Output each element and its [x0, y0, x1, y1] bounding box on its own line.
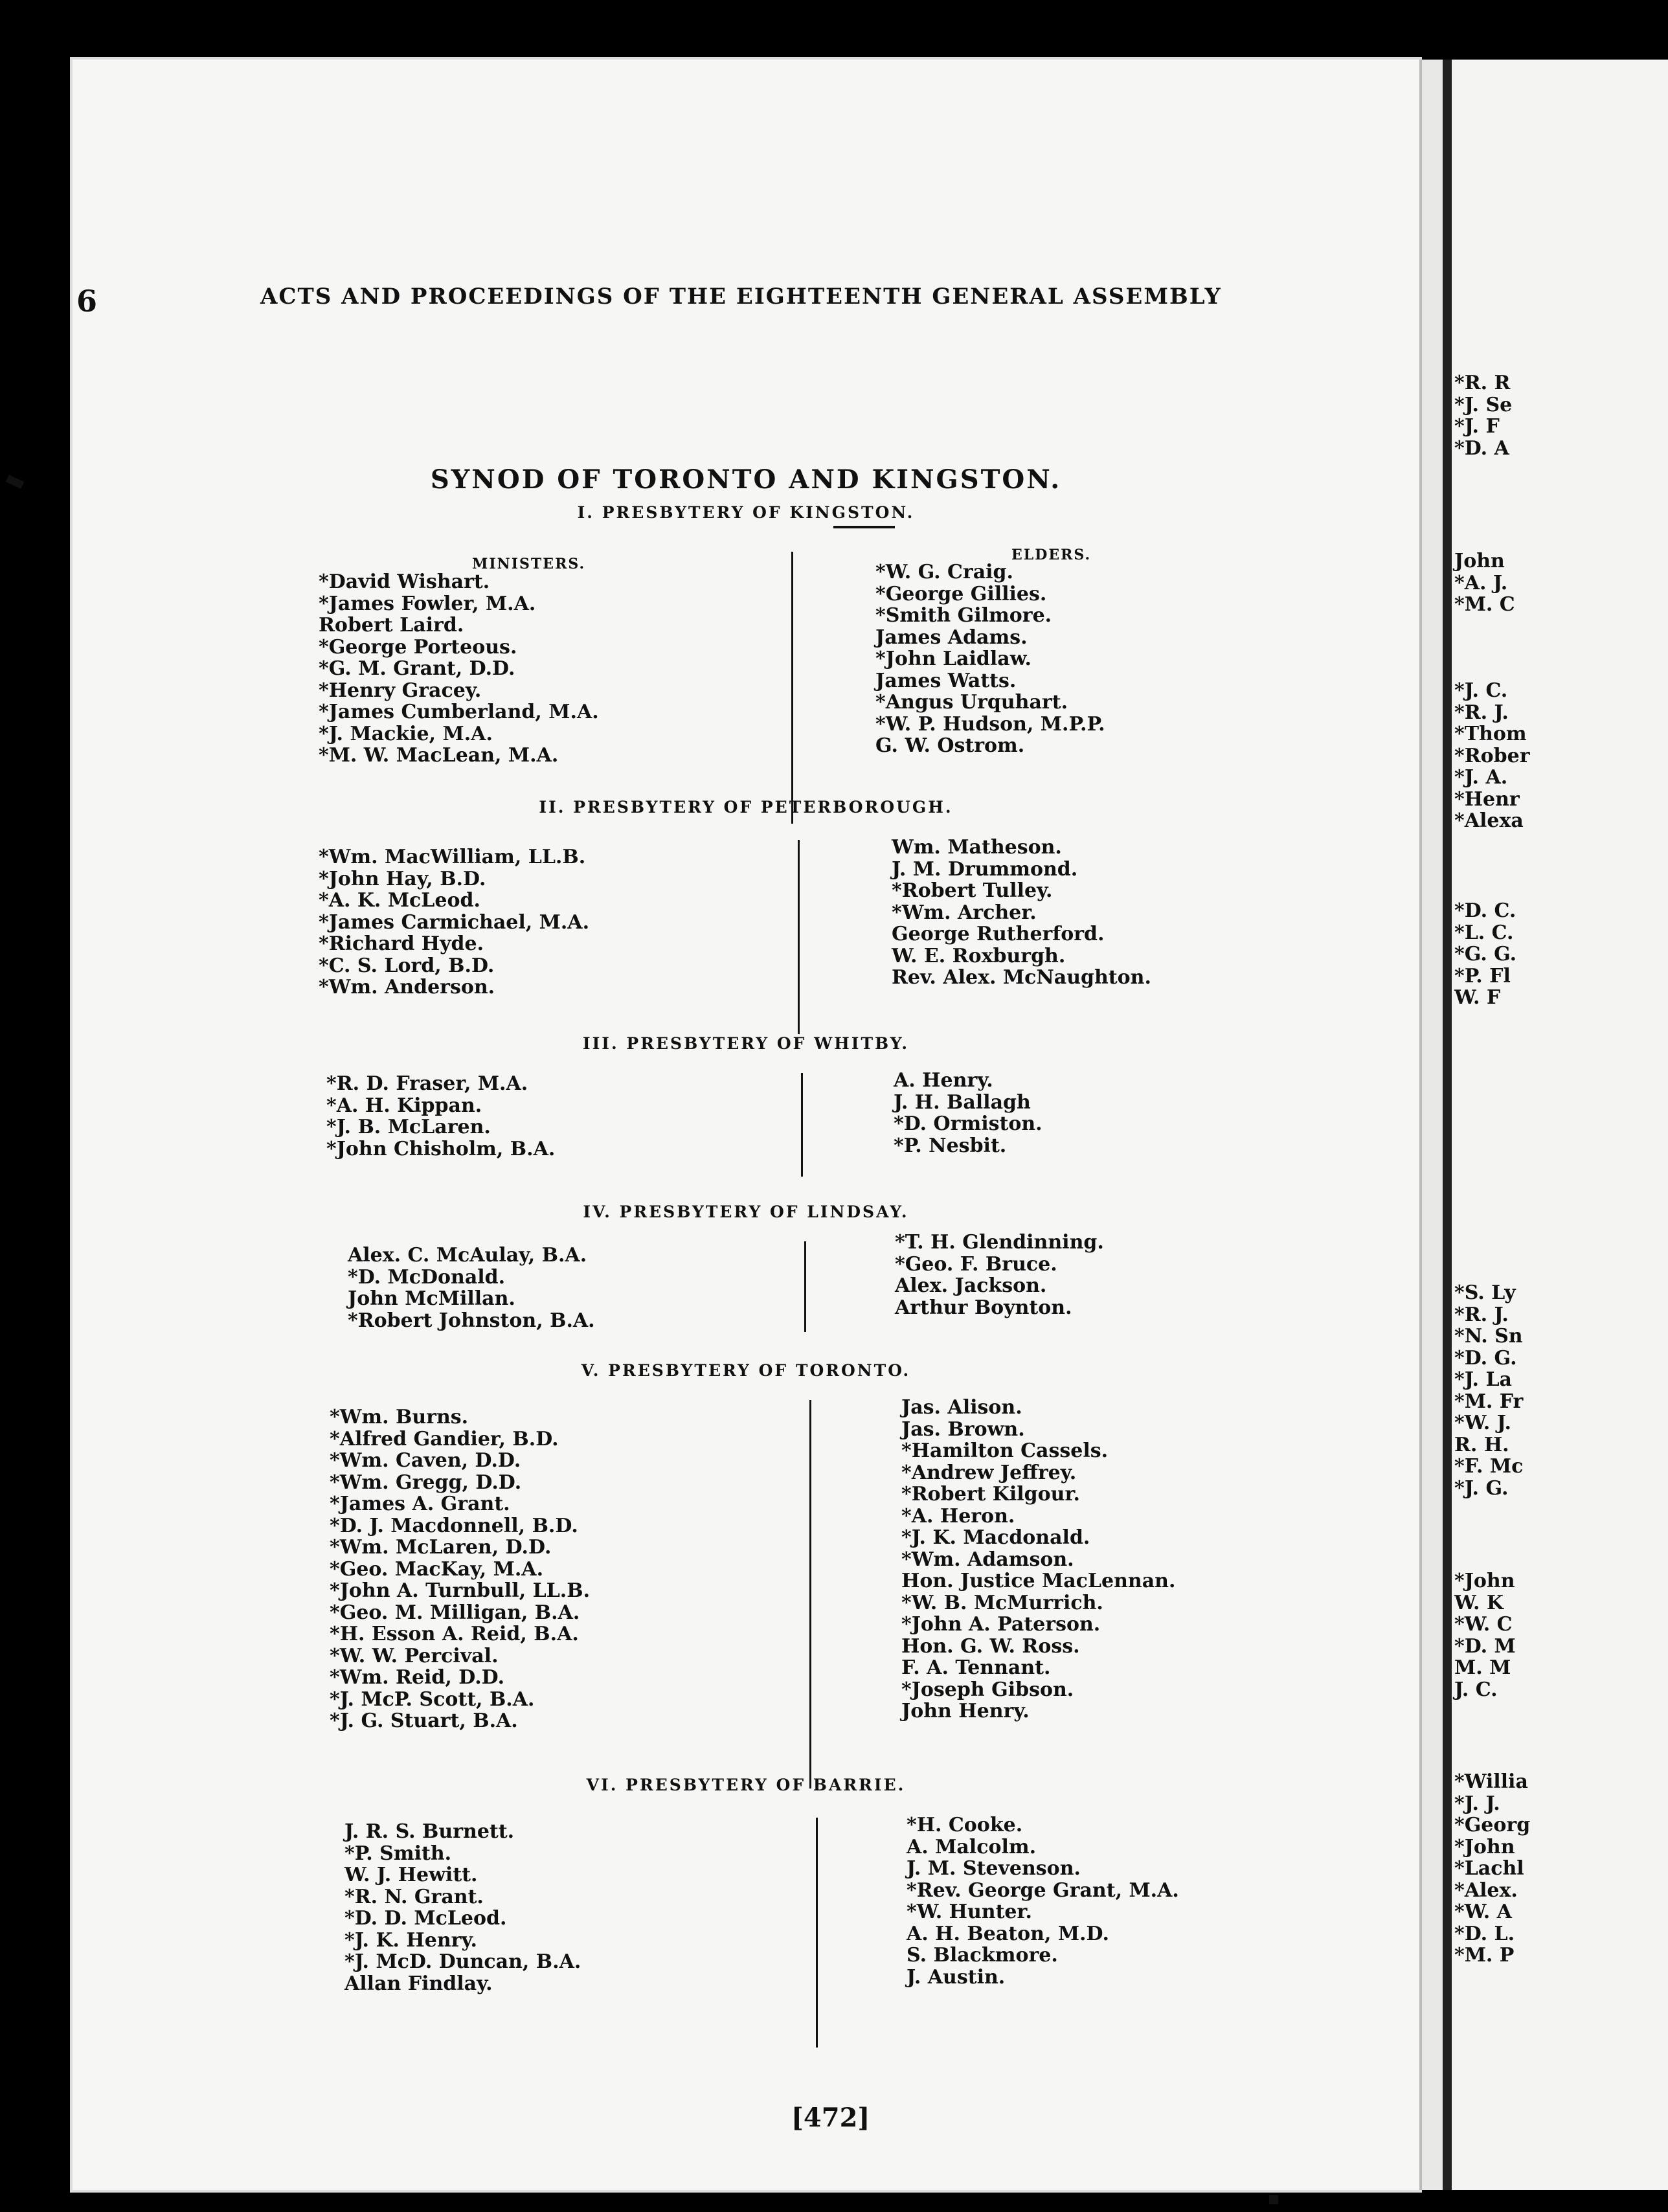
- facing-page-fragment: [1454, 680, 1530, 832]
- minister-entry: *Wm. Burns.: [330, 1406, 469, 1428]
- elder-entry: *Rev. George Grant, M.A.: [907, 1879, 1179, 1902]
- fragment-line: *D. C.: [1454, 899, 1516, 922]
- fragment-line: *A. J.: [1454, 571, 1508, 594]
- minister-entry: *A. K. McLeod.: [319, 889, 480, 912]
- elder-entry: *J. K. Macdonald.: [901, 1526, 1090, 1549]
- minister-entry: *J. McD. Duncan, B.A.: [344, 1950, 581, 1973]
- elder-entry: *Geo. F. Bruce.: [895, 1252, 1057, 1276]
- fragment-line: *R. J.: [1454, 701, 1509, 724]
- minister-entry: Alex. C. McAulay, B.A.: [348, 1244, 587, 1267]
- elder-entry: *John A. Paterson.: [901, 1613, 1101, 1636]
- minister-entry: John McMillan.: [348, 1287, 515, 1310]
- elder-entry: *T. H. Glendinning.: [895, 1231, 1104, 1254]
- elder-entry: J. H. Ballagh: [894, 1090, 1031, 1114]
- minister-entry: *Wm. Gregg, D.D.: [330, 1471, 522, 1494]
- minister-entry: *David Wishart.: [319, 570, 490, 593]
- facing-page-fragment: [1454, 1282, 1523, 1499]
- fragment-line: *M. Fr: [1454, 1390, 1524, 1413]
- minister-entry: *Richard Hyde.: [319, 932, 484, 955]
- elder-entry: *Joseph Gibson.: [901, 1678, 1074, 1701]
- elder-entry: F. A. Tennant.: [901, 1656, 1051, 1679]
- minister-entry: *H. Esson A. Reid, B.A.: [330, 1623, 579, 1645]
- presbytery-title: I. PRESBYTERY OF KINGSTON.: [577, 503, 915, 522]
- fragment-line: *Alexa: [1454, 809, 1524, 832]
- page-number: 6: [76, 284, 98, 319]
- minister-entry: *J. K. Henry.: [344, 1928, 477, 1952]
- minister-entry: *W. W. Percival.: [330, 1644, 499, 1667]
- elder-entry: *Robert Kilgour.: [901, 1483, 1080, 1506]
- minister-entry: *C. S. Lord, B.D.: [319, 954, 495, 977]
- scan-speck: [1269, 2195, 1278, 2204]
- fragment-line: *S. Ly: [1454, 1281, 1516, 1304]
- minister-entry: *M. W. MacLean, M.A.: [319, 744, 559, 767]
- minister-entry: *Wm. Anderson.: [319, 976, 495, 999]
- facing-page-fragment: [1454, 372, 1512, 459]
- elder-entry: *A. Heron.: [901, 1504, 1015, 1528]
- minister-entry: *James A. Grant.: [330, 1493, 510, 1515]
- fragment-line: *D. L.: [1454, 1922, 1515, 1945]
- elder-entry: *P. Nesbit.: [894, 1134, 1007, 1157]
- elder-entry: *W. Hunter.: [907, 1901, 1033, 1923]
- minister-entry: *John Chisholm, B.A.: [326, 1137, 556, 1160]
- minister-entry: *James Carmichael, M.A.: [319, 910, 590, 934]
- elder-entry: A. Henry.: [894, 1069, 993, 1092]
- elder-entry: John Henry.: [901, 1700, 1030, 1722]
- minister-entry: *Henry Gracey.: [319, 679, 482, 702]
- elder-entry: G. W. Ostrom.: [875, 734, 1025, 757]
- minister-entry: W. J. Hewitt.: [344, 1864, 478, 1886]
- ministers-list: [319, 571, 599, 767]
- fragment-line: *W. C: [1454, 1613, 1513, 1636]
- minister-entry: *Alfred Gandier, B.D.: [330, 1427, 559, 1450]
- fragment-line: *Lachl: [1454, 1857, 1524, 1880]
- elder-entry: *Hamilton Cassels.: [901, 1439, 1109, 1462]
- elder-entry: *W. G. Craig.: [875, 561, 1013, 583]
- elder-entry: Hon. G. W. Ross.: [901, 1634, 1080, 1658]
- fragment-line: *W. J.: [1454, 1412, 1511, 1434]
- elder-entry: *Wm. Archer.: [892, 901, 1037, 924]
- elder-entry: *Wm. Adamson.: [901, 1548, 1074, 1571]
- fragment-line: *Willia: [1454, 1770, 1528, 1793]
- column-divider: [801, 1073, 803, 1177]
- minister-entry: *Wm. Caven, D.D.: [330, 1449, 521, 1472]
- facing-page-fragment: [1454, 900, 1516, 1009]
- elders-list: [901, 1397, 1175, 1722]
- minister-entry: *Robert Johnston, B.A.: [348, 1309, 595, 1332]
- minister-entry: *John Hay, B.D.: [319, 867, 486, 890]
- minister-entry: *Wm. McLaren, D.D.: [330, 1536, 552, 1559]
- elder-entry: *W. P. Hudson, M.P.P.: [875, 712, 1105, 736]
- elder-entry: *H. Cooke.: [907, 1814, 1023, 1836]
- fragment-line: *J. F: [1454, 415, 1500, 438]
- elder-entry: *Robert Tulley.: [892, 879, 1053, 902]
- minister-entry: *A. H. Kippan.: [326, 1094, 482, 1117]
- presbytery-title: V. PRESBYTERY OF TORONTO.: [581, 1361, 911, 1380]
- minister-entry: *D. J. Macdonnell, B.D.: [330, 1514, 578, 1537]
- elder-entry: Jas. Brown.: [901, 1417, 1025, 1441]
- minister-entry: *J. Mackie, M.A.: [319, 722, 493, 745]
- minister-entry: *James Cumberland, M.A.: [319, 701, 599, 723]
- elder-entry: W. E. Roxburgh.: [892, 944, 1066, 967]
- column-divider: [791, 552, 793, 824]
- minister-entry: *J. B. McLaren.: [326, 1116, 491, 1138]
- page-footer-number: [472]: [791, 2103, 870, 2133]
- minister-entry: Allan Findlay.: [344, 1972, 493, 1995]
- fragment-line: W. K: [1454, 1591, 1504, 1614]
- header-title: ACTS AND PROCEEDINGS OF THE EIGHTEENTH GENERAL ASSEMBLY: [260, 284, 1222, 310]
- fragment-line: *F. Mc: [1454, 1455, 1524, 1478]
- fragment-line: *Georg: [1454, 1814, 1531, 1836]
- minister-entry: *D. D. McLeod.: [344, 1907, 507, 1930]
- fragment-line: *G. G.: [1454, 943, 1517, 965]
- fragment-line: John: [1454, 550, 1505, 572]
- fragment-line: *Alex.: [1454, 1879, 1518, 1902]
- presbytery-title: III. PRESBYTERY OF WHITBY.: [582, 1034, 910, 1053]
- fragment-line: *J. A.: [1454, 766, 1508, 789]
- fragment-line: J. C.: [1454, 1678, 1498, 1701]
- fragment-line: *N. Sn: [1454, 1325, 1523, 1348]
- elder-entry: James Watts.: [875, 669, 1017, 692]
- page-edge: [1419, 60, 1445, 2190]
- fragment-line: *M. C: [1454, 593, 1515, 616]
- minister-entry: J. R. S. Burnett.: [344, 1820, 515, 1843]
- fragment-line: *M. P: [1454, 1944, 1515, 1967]
- fragment-line: M. M: [1454, 1656, 1511, 1679]
- fragment-line: *John: [1454, 1835, 1515, 1858]
- elder-entry: J. M. Drummond.: [892, 857, 1078, 881]
- ministers-list: [344, 1821, 581, 1994]
- fragment-line: *P. Fl: [1454, 964, 1511, 988]
- fragment-line: *J. J.: [1454, 1792, 1500, 1815]
- minister-entry: Robert Laird.: [319, 614, 464, 637]
- minister-entry: *Wm. Reid, D.D.: [330, 1666, 505, 1689]
- elder-entry: *Angus Urquhart.: [875, 691, 1068, 714]
- elders-heading: ELDERS.: [1011, 547, 1092, 563]
- facing-page-fragment: [1454, 1570, 1516, 1700]
- presbytery-title: VI. PRESBYTERY OF BARRIE.: [586, 1776, 906, 1794]
- minister-entry: *John A. Turnbull, LL.B.: [330, 1579, 591, 1602]
- fragment-line: *Henr: [1454, 787, 1520, 811]
- elders-list: [895, 1232, 1104, 1318]
- facing-page-fragment: [1454, 550, 1515, 616]
- fragment-line: *J. C.: [1454, 679, 1508, 702]
- elder-entry: George Rutherford.: [892, 923, 1105, 945]
- title-rule: [833, 526, 895, 528]
- column-divider: [816, 1818, 818, 2048]
- elder-entry: *W. B. McMurrich.: [901, 1591, 1103, 1614]
- minister-entry: *James Fowler, M.A.: [319, 592, 536, 615]
- elders-list: [892, 837, 1151, 989]
- elder-entry: *Andrew Jeffrey.: [901, 1461, 1077, 1484]
- fragment-line: *D. M: [1454, 1634, 1516, 1658]
- column-divider: [804, 1241, 806, 1332]
- elder-entry: *John Laidlaw.: [875, 648, 1031, 670]
- elders-list: [875, 561, 1105, 757]
- elder-entry: S. Blackmore.: [907, 1944, 1058, 1967]
- column-divider: [798, 840, 800, 1034]
- elder-entry: Hon. Justice MacLennan.: [901, 1570, 1176, 1592]
- elder-entry: A. Malcolm.: [907, 1835, 1037, 1858]
- ministers-heading: MINISTERS.: [472, 556, 586, 572]
- ministers-list: [319, 846, 589, 999]
- elder-entry: A. H. Beaton, M.D.: [907, 1922, 1109, 1945]
- elder-entry: *Smith Gilmore.: [875, 604, 1052, 627]
- presbytery-title: II. PRESBYTERY OF PETERBOROUGH.: [539, 798, 953, 817]
- ministers-list: [348, 1245, 595, 1331]
- minister-entry: *Geo. MacKay, M.A.: [330, 1557, 544, 1581]
- fragment-line: *D. A: [1454, 436, 1509, 460]
- synod-title: SYNOD OF TORONTO AND KINGSTON.: [430, 464, 1062, 495]
- elder-entry: J. Austin.: [907, 1965, 1006, 1989]
- fragment-line: *L. C.: [1454, 921, 1514, 944]
- elders-list: [907, 1814, 1179, 1988]
- minister-entry: *D. McDonald.: [348, 1265, 506, 1289]
- presbytery-title: IV. PRESBYTERY OF LINDSAY.: [583, 1202, 909, 1221]
- minister-entry: *J. G. Stuart, B.A.: [330, 1710, 518, 1732]
- minister-entry: *Wm. MacWilliam, LL.B.: [319, 846, 586, 868]
- minister-entry: *George Porteous.: [319, 635, 517, 659]
- minister-entry: *G. M. Grant, D.D.: [319, 657, 515, 680]
- scan-speck: [6, 475, 25, 489]
- elder-entry: Jas. Alison.: [901, 1396, 1022, 1419]
- fragment-line: *R. R: [1454, 372, 1511, 394]
- elder-entry: *George Gillies.: [875, 582, 1047, 605]
- fragment-line: W. F: [1454, 986, 1501, 1009]
- fragment-line: *Thom: [1454, 723, 1527, 745]
- minister-entry: *J. McP. Scott, B.A.: [330, 1687, 535, 1711]
- fragment-line: *R. J.: [1454, 1303, 1509, 1326]
- ministers-list: [330, 1406, 590, 1732]
- column-divider: [809, 1400, 811, 1789]
- fragment-line: R. H.: [1454, 1433, 1509, 1456]
- ministers-list: [326, 1073, 555, 1160]
- elder-entry: *D. Ormiston.: [894, 1112, 1042, 1135]
- fragment-line: *J. Se: [1454, 393, 1513, 416]
- fragment-line: *D. G.: [1454, 1346, 1517, 1370]
- fragment-line: *J. La: [1454, 1368, 1512, 1391]
- facing-page-fragment: [1454, 1771, 1530, 1967]
- minister-entry: *R. N. Grant.: [344, 1885, 484, 1908]
- elder-entry: J. M. Stevenson.: [907, 1857, 1081, 1880]
- fragment-line: *Rober: [1454, 744, 1530, 767]
- fragment-line: *J. G.: [1454, 1476, 1509, 1500]
- minister-entry: *R. D. Fraser, M.A.: [326, 1072, 528, 1095]
- elder-entry: Arthur Boynton.: [895, 1296, 1072, 1319]
- elder-entry: Alex. Jackson.: [895, 1274, 1047, 1297]
- fragment-line: *W. A: [1454, 1901, 1512, 1923]
- minister-entry: *P. Smith.: [344, 1842, 452, 1865]
- fragment-line: *John: [1454, 1570, 1515, 1592]
- page-content: [73, 60, 1419, 2190]
- minister-entry: *Geo. M. Milligan, B.A.: [330, 1601, 580, 1624]
- elder-entry: Rev. Alex. McNaughton.: [892, 966, 1151, 989]
- elder-entry: Wm. Matheson.: [892, 836, 1062, 859]
- elder-entry: James Adams.: [875, 626, 1028, 649]
- elders-list: [894, 1070, 1042, 1157]
